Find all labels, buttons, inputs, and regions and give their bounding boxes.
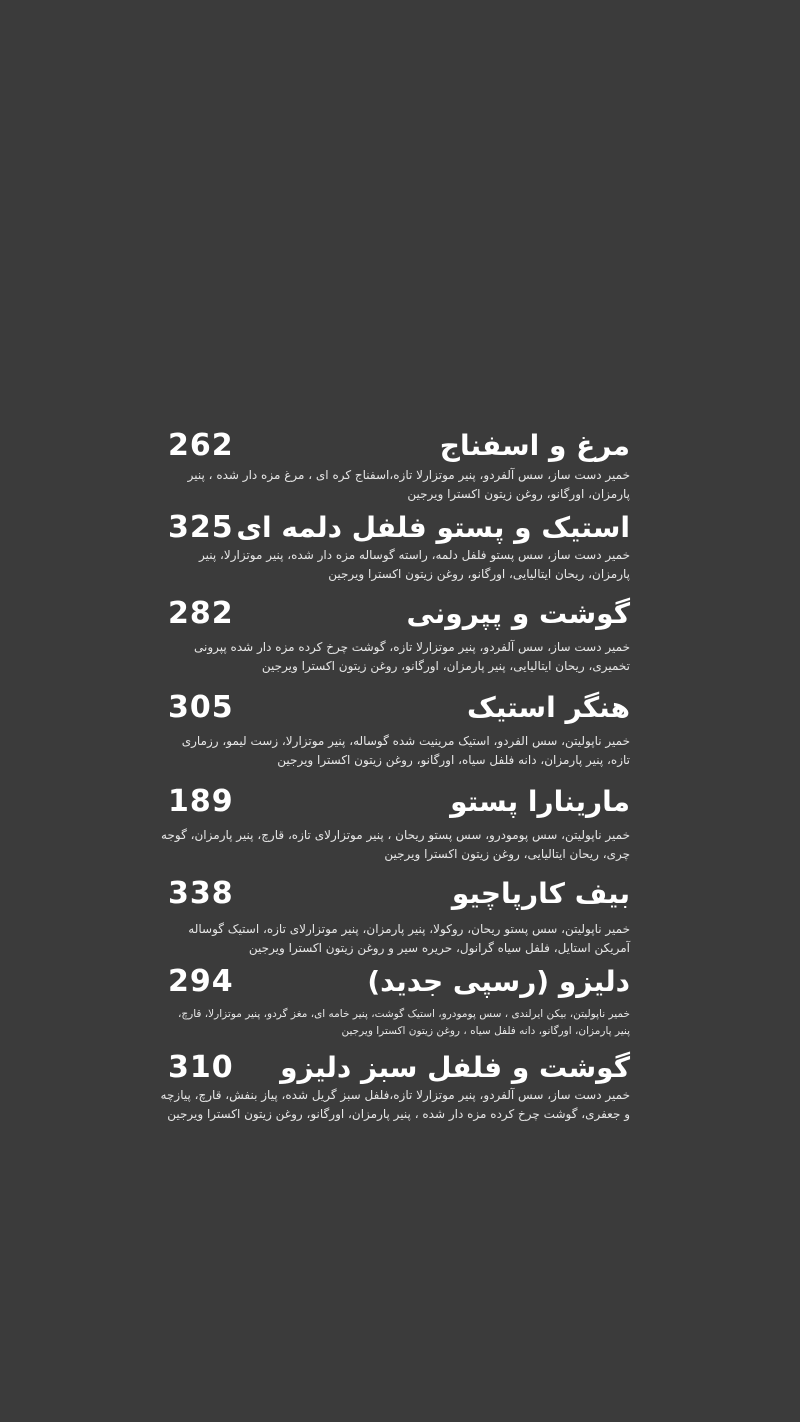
menu-item-meat-green-pepper (160, 1048, 635, 1124)
menu-list (160, 426, 635, 1124)
menu-item-marinara-pesto (160, 782, 635, 864)
item-name: هنگر استیک (467, 691, 630, 724)
item-price: 310 (168, 1050, 234, 1085)
item-description: خمیر ناپولیتن، سس الفردو، استیک مرینیت شده گوساله، پنیر موتزارلا، زست لیمو، رزماری تازه، پنیر پارمزان، دانه فلفل سیاه، اورگانو، روغن زیتون اکسترا ویرجین (181, 734, 630, 767)
item-name: دلیزو (رسپی جدید) (367, 965, 630, 998)
item-description: خمیر دست ساز، سس آلفردو، پنیر موتزارلا تازه،فلفل سبز گریل شده، پیاز بنفش، قارچ، پیازچه و جعفری، گوشت چرخ کرده مزه دار شده ، پنیر پارمزان، اورگانو، روغن زیتون اکسترا ویرجین (160, 1088, 630, 1121)
item-price: 325 (168, 510, 234, 545)
item-price: 282 (168, 596, 234, 631)
item-description: خمیر دست ساز، سس آلفردو، پنیر موتزارلا تازه، گوشت چرخ کرده مزه دار شده پپرونی تخمیری، ریحان ایتالیایی، پنیر پارمزان، اورگانو، روغن زیتون اکسترا ویرجین (194, 640, 630, 673)
item-name: بیف کارپاچیو (451, 877, 630, 910)
item-price: 262 (168, 428, 234, 463)
item-name: گوشت و فلفل سبز دلیزو (280, 1051, 630, 1084)
item-description: خمیر دست ساز، سس آلفردو، پنیر موتزارلا تازه،اسفناج کره ای ، مرغ مزه دار شده ، پنیر پارمزان، اورگانو، روغن زیتون اکسترا ویرجین (187, 468, 630, 501)
item-name: مرغ و اسفناج (439, 429, 630, 462)
menu-item-hanger-steak (160, 688, 635, 770)
item-price: 294 (168, 964, 234, 999)
item-description: خمیر ناپولیتن، بیکن ایرلندی ، سس پومودرو، استیک گوشت، پنیر خامه ای، مغز گردو، پنیر موتزارلا، قارچ، پنیر پارمزان، اورگانو، دانه فلفل سیاه ، روغن زیتون اکسترا ویرجین (177, 1008, 630, 1037)
item-name: مارینارا پستو (450, 785, 630, 818)
item-name: گوشت و پپرونی (406, 597, 630, 630)
item-price: 305 (168, 690, 234, 725)
menu-item-beef-carpaccio (160, 874, 635, 958)
menu-item-steak-pesto (160, 508, 635, 584)
item-description: خمیر ناپولیتن، سس پستو ریحان، روکولا، پنیر پارمزان، پنیر موتزارلای تازه، استیک گوساله آمریکن استایل، فلفل سیاه گرانول، حریره سیر و روغن زیتون اکسترا ویرجین (188, 922, 630, 955)
item-description: خمیر دست ساز، سس پستو فلفل دلمه، راسته گوساله مزه دار شده، پنیر موتزارلا، پنیر پارمزان، ریحان ایتالیایی، اورگانو، روغن زیتون اکسترا ویرجین (198, 548, 630, 581)
menu-item-meat-pepperoni (160, 594, 635, 676)
item-description: خمیر ناپولیتن، سس پومودرو، سس پستو ریحان ، پنیر موتزارلای تازه، قارچ، پنیر پارمزان، گوجه چری، ریحان ایتالیایی، روغن زیتون اکسترا ویرجین (161, 828, 630, 861)
item-price: 189 (168, 784, 234, 819)
item-name: استیک و پستو فلفل دلمه ای (236, 511, 630, 544)
item-price: 338 (168, 876, 234, 911)
menu-item-chicken-spinach (160, 426, 635, 504)
menu-item-delizzo (160, 962, 635, 1040)
